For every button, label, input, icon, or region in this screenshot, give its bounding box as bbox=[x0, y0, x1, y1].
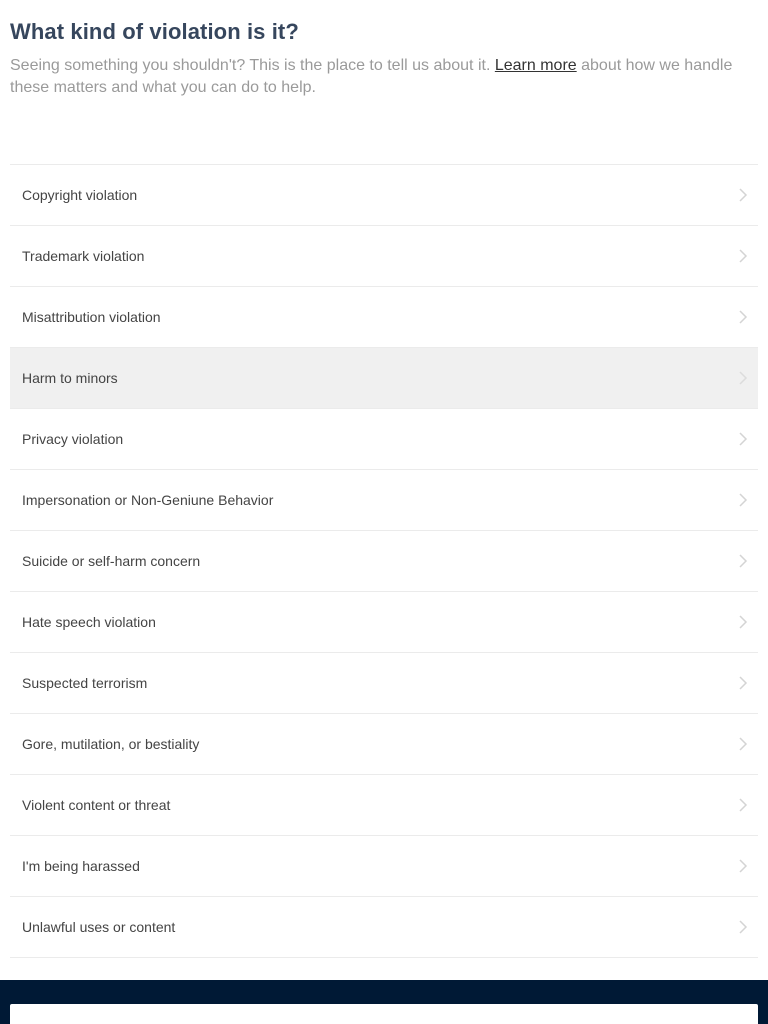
list-item[interactable] bbox=[10, 409, 758, 470]
chevron-right-icon bbox=[736, 675, 750, 691]
intro-text-after: about how we handle these matters and what you can do to help. bbox=[10, 57, 733, 96]
list-item-label: Suspected terrorism bbox=[22, 675, 148, 691]
page-title: What kind of violation is it? bbox=[10, 19, 299, 44]
list-item[interactable] bbox=[10, 836, 758, 897]
bottom-bar bbox=[0, 980, 768, 1024]
chevron-right-icon bbox=[736, 248, 750, 264]
list-item[interactable] bbox=[10, 165, 758, 226]
list-item[interactable] bbox=[10, 470, 758, 531]
chevron-right-icon bbox=[736, 431, 750, 447]
list-item-label: Unlawful uses or content bbox=[22, 919, 176, 935]
chevron-right-icon bbox=[736, 919, 750, 935]
intro-text bbox=[10, 55, 750, 99]
list-item[interactable] bbox=[10, 592, 758, 653]
list-item[interactable] bbox=[10, 226, 758, 287]
violation-list bbox=[10, 164, 758, 1019]
list-item-label: Copyright violation bbox=[22, 187, 138, 203]
list-item[interactable] bbox=[10, 287, 758, 348]
chevron-right-icon bbox=[736, 797, 750, 813]
intro-text-before: Seeing something you shouldn't? This is the place to tell us about it. bbox=[10, 57, 495, 74]
list-item[interactable] bbox=[10, 714, 758, 775]
list-item-label: Harm to minors bbox=[22, 370, 118, 386]
learn-more-link[interactable]: Learn more bbox=[494, 57, 577, 74]
list-item-label: Misattribution violation bbox=[22, 309, 161, 325]
list-item[interactable] bbox=[10, 531, 758, 592]
chevron-right-icon bbox=[736, 858, 750, 874]
list-item-label: Violent content or threat bbox=[22, 797, 171, 813]
chevron-right-icon bbox=[736, 309, 750, 325]
chevron-right-icon bbox=[736, 187, 750, 203]
chevron-right-icon bbox=[736, 553, 750, 569]
list-item-label: Gore, mutilation, or bestiality bbox=[22, 736, 200, 752]
list-item[interactable] bbox=[10, 775, 758, 836]
list-item-label: Impersonation or Non-Geniune Behavior bbox=[22, 492, 274, 508]
chevron-right-icon bbox=[736, 492, 750, 508]
chevron-right-icon bbox=[736, 614, 750, 630]
chevron-right-icon bbox=[736, 736, 750, 752]
list-item-label: Hate speech violation bbox=[22, 614, 156, 630]
list-item-label: Privacy violation bbox=[22, 431, 124, 447]
list-item[interactable] bbox=[10, 897, 758, 958]
list-item[interactable] bbox=[10, 653, 758, 714]
chevron-right-icon bbox=[736, 370, 750, 386]
list-item-label: Suicide or self-harm concern bbox=[22, 553, 201, 569]
bottom-sheet bbox=[10, 1004, 758, 1024]
list-item-label: Trademark violation bbox=[22, 248, 145, 264]
list-item[interactable] bbox=[10, 348, 758, 409]
list-item-label: I'm being harassed bbox=[22, 858, 140, 874]
